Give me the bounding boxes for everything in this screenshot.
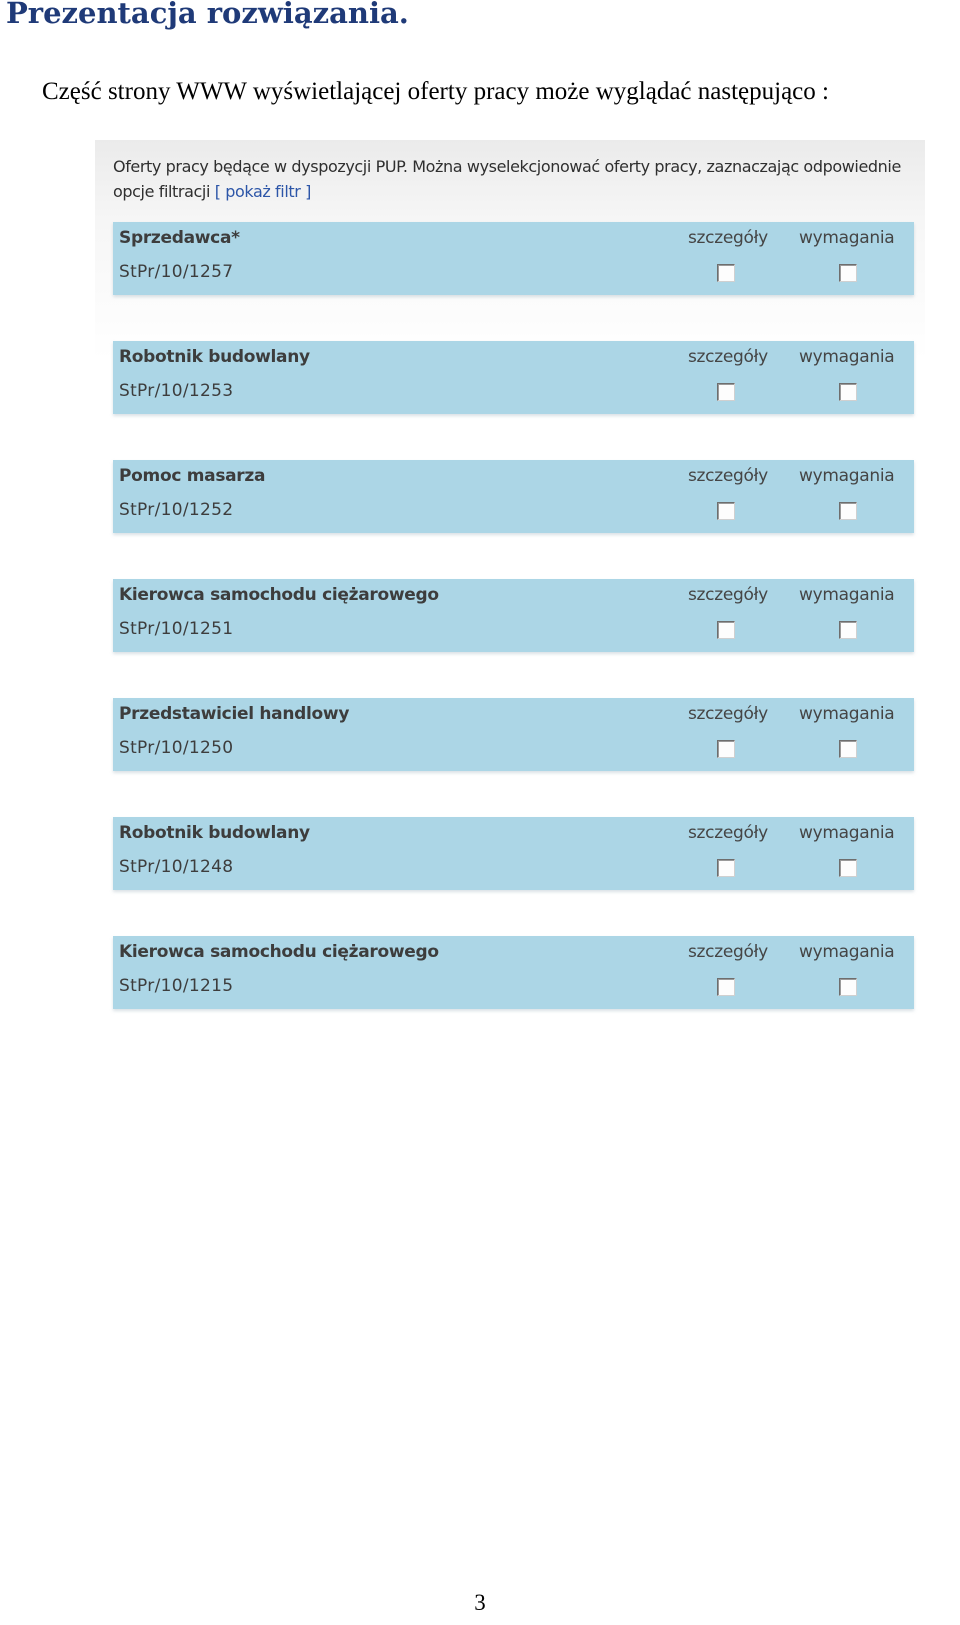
job-offer-row [113,222,914,295]
requirements-label: wymagania [799,228,895,248]
details-checkbox[interactable] [717,740,735,758]
details-label: szczegóły [688,228,768,248]
offer-title[interactable]: Kierowca samochodu ciężarowego [119,585,439,605]
offer-id: StPr/10/1251 [119,619,234,639]
details-checkbox[interactable] [717,264,735,282]
details-label: szczegóły [688,704,768,724]
requirements-checkbox[interactable] [839,264,857,282]
job-offer-row [113,341,914,414]
details-checkbox[interactable] [717,502,735,520]
requirements-checkbox[interactable] [839,978,857,996]
requirements-checkbox[interactable] [839,740,857,758]
details-checkbox[interactable] [717,383,735,401]
offers-intro-text [113,154,913,204]
details-label: szczegóły [688,823,768,843]
offer-id: StPr/10/1215 [119,976,234,996]
details-label: szczegóły [688,347,768,367]
job-offer-row [113,460,914,533]
intro-text: Oferty pracy będące w dyspozycji PUP. Można wyselekcjonować oferty pracy, zaznaczając odpowiednie opcje filtracji [113,157,901,201]
requirements-label: wymagania [799,347,895,367]
offer-title[interactable]: Przedstawiciel handlowy [119,704,350,724]
page-number: 3 [474,1590,486,1615]
requirements-label: wymagania [799,585,895,605]
offer-title[interactable]: Sprzedawca* [119,228,240,248]
embedded-job-offers-page [95,140,925,1050]
offer-title[interactable]: Robotnik budowlany [119,823,310,843]
details-checkbox[interactable] [717,621,735,639]
offer-id: StPr/10/1252 [119,500,234,520]
details-checkbox[interactable] [717,859,735,877]
requirements-checkbox[interactable] [839,859,857,877]
intro-sentence: Część strony WWW wyświetlającej oferty pracy może wyglądać następująco : [42,78,829,105]
requirements-label: wymagania [799,942,895,962]
job-offer-row [113,817,914,890]
offer-title[interactable]: Pomoc masarza [119,466,266,486]
details-label: szczegóły [688,466,768,486]
requirements-checkbox[interactable] [839,502,857,520]
job-offer-row [113,579,914,652]
offer-id: StPr/10/1257 [119,262,234,282]
offer-id: StPr/10/1250 [119,738,234,758]
requirements-label: wymagania [799,704,895,724]
requirements-checkbox[interactable] [839,621,857,639]
offer-title[interactable]: Kierowca samochodu ciężarowego [119,942,439,962]
details-label: szczegóły [688,585,768,605]
requirements-label: wymagania [799,466,895,486]
show-filter-link[interactable]: [ pokaż filtr ] [214,182,311,201]
details-label: szczegóły [688,942,768,962]
document-heading: Prezentacja rozwiązania. [6,0,409,30]
job-offer-row [113,698,914,771]
offer-id: StPr/10/1248 [119,857,234,877]
job-offer-row [113,936,914,1009]
requirements-checkbox[interactable] [839,383,857,401]
offer-id: StPr/10/1253 [119,381,234,401]
offer-title[interactable]: Robotnik budowlany [119,347,310,367]
details-checkbox[interactable] [717,978,735,996]
requirements-label: wymagania [799,823,895,843]
